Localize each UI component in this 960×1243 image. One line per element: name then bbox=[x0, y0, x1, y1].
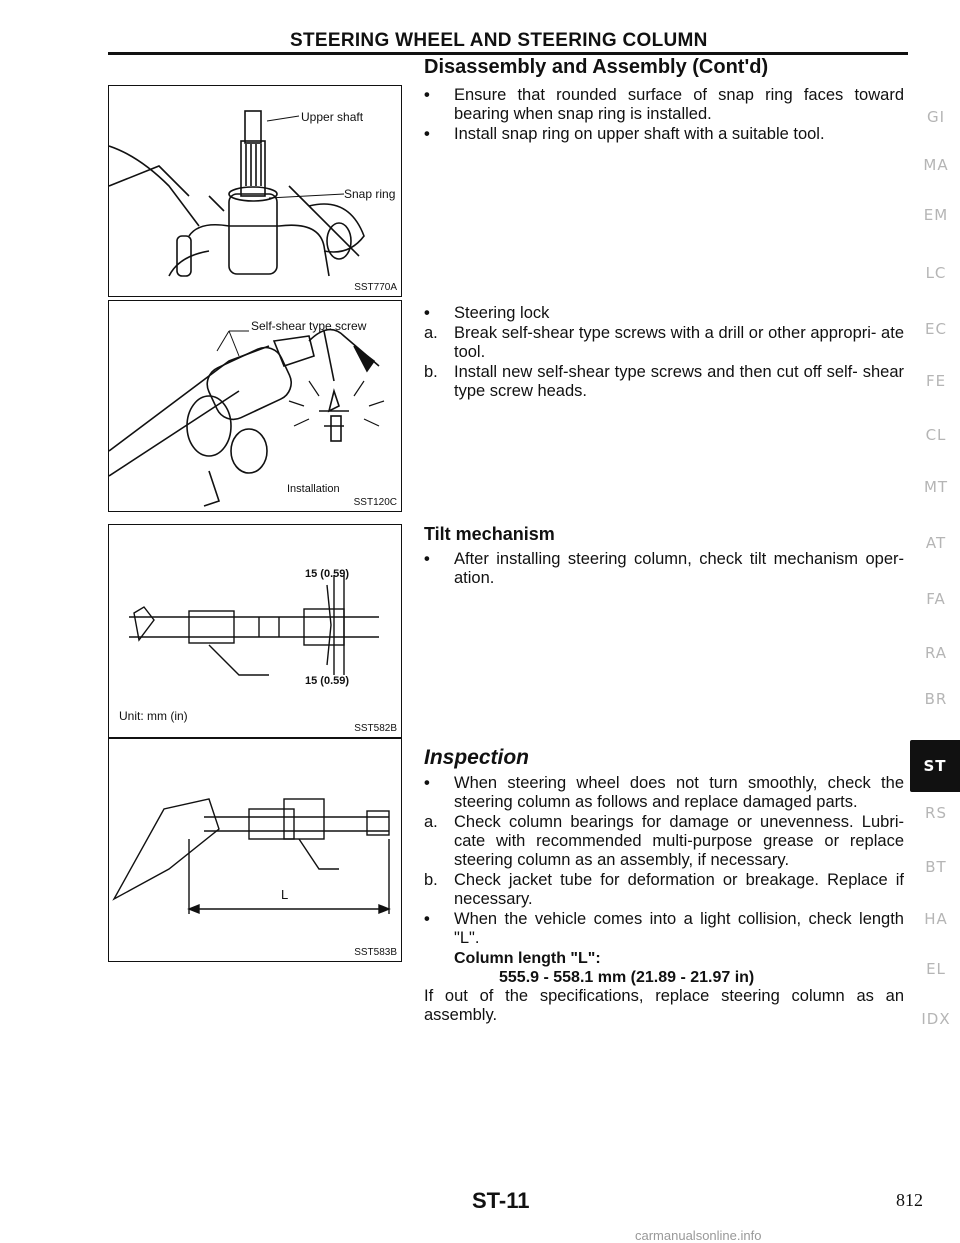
spec-label: Column length "L": bbox=[454, 950, 601, 967]
list-item: • Ensure that rounded surface of snap ring faces toward bearing when snap ring is installed. bbox=[424, 86, 904, 123]
list-item: a. Check column bearings for damage or unevenness. Lubri- cate with recommended multi-purpose grease or replace steering column as an assembly, if necessary. bbox=[424, 813, 904, 869]
list-item: b. Install new self-shear type screws and then cut off self- shear type screw heads. bbox=[424, 363, 904, 400]
tab-el[interactable]: EL bbox=[926, 960, 946, 978]
bullet-icon: • bbox=[424, 125, 430, 143]
closing-text: If out of the specifications, replace steering column as an assembly. bbox=[424, 987, 904, 1024]
tab-ha[interactable]: HA bbox=[924, 910, 948, 928]
list-item: • Steering lock bbox=[424, 304, 550, 322]
figure-code: SST120C bbox=[353, 497, 397, 508]
bullet-icon: • bbox=[424, 774, 430, 792]
header-rule bbox=[108, 52, 908, 55]
bullet-icon: • bbox=[424, 304, 430, 322]
tab-rs[interactable]: RS bbox=[925, 804, 947, 822]
section1-bullets bbox=[424, 86, 904, 145]
list-item: • Install snap ring on upper shaft with a suitable tool. bbox=[424, 125, 825, 143]
label-dim-bottom: 15 (0.59) bbox=[305, 675, 350, 687]
list-item: a. Break self-shear type screws with a drill or other appropri- ate tool. bbox=[424, 324, 904, 361]
label-installation: Installation bbox=[287, 483, 340, 495]
page-code: ST-11 bbox=[472, 1188, 530, 1213]
tab-ra[interactable]: RA bbox=[924, 644, 948, 662]
section-title-inspection: Inspection bbox=[424, 746, 530, 769]
tab-st-active[interactable]: ST bbox=[910, 740, 960, 792]
label-unit: Unit: mm (in) bbox=[119, 709, 188, 723]
list-item: • When steering wheel does not turn smoothly, check the steering column as follows and replace damaged parts. bbox=[424, 774, 904, 811]
figure-snap-ring bbox=[108, 85, 402, 297]
steering-lock-block bbox=[424, 304, 904, 402]
bullet-icon: • bbox=[424, 550, 430, 568]
inspection-block bbox=[424, 774, 904, 1025]
tab-idx[interactable]: IDX bbox=[921, 1010, 951, 1028]
column-length-illustration bbox=[109, 739, 401, 961]
tab-at[interactable]: AT bbox=[925, 534, 947, 552]
tab-mt[interactable]: MT bbox=[923, 478, 949, 496]
tab-gi[interactable]: GI bbox=[926, 108, 946, 126]
figure-code: SST582B bbox=[354, 723, 397, 734]
label-snap-ring: Snap ring bbox=[344, 187, 396, 201]
label-dim-top: 15 (0.59) bbox=[305, 568, 350, 580]
tab-fe[interactable]: FE bbox=[925, 372, 947, 390]
tab-lc[interactable]: LC bbox=[925, 264, 947, 282]
tab-ec[interactable]: EC bbox=[925, 320, 947, 338]
figure-tilt-dimensions bbox=[108, 524, 402, 738]
list-item: • After installing steering column, check tilt mechanism oper- ation. bbox=[424, 550, 904, 587]
spec-value: 555.9 - 558.1 mm (21.89 - 21.97 in) bbox=[499, 969, 755, 986]
tab-bt[interactable]: BT bbox=[925, 858, 947, 876]
list-item: b. Check jacket tube for deformation or breakage. Replace if necessary. bbox=[424, 871, 904, 908]
tab-cl[interactable]: CL bbox=[925, 426, 947, 444]
figure-code: SST770A bbox=[354, 282, 397, 293]
tab-em[interactable]: EM bbox=[923, 206, 949, 224]
section-title-disassembly: Disassembly and Assembly (Cont'd) bbox=[424, 56, 769, 78]
bullet-icon: • bbox=[424, 910, 430, 928]
label-dim-L: L bbox=[281, 887, 289, 902]
tab-ma[interactable]: MA bbox=[923, 156, 949, 174]
figure-self-shear-screw bbox=[108, 300, 402, 512]
tab-fa[interactable]: FA bbox=[926, 590, 946, 608]
list-item: • When the vehicle comes into a light collision, check length "L". bbox=[424, 910, 904, 947]
label-upper-shaft: Upper shaft bbox=[301, 110, 364, 124]
figure-column-length bbox=[108, 738, 402, 962]
tilt-column-illustration bbox=[109, 525, 401, 737]
bullet-icon: • bbox=[424, 86, 430, 104]
page-number: 812 bbox=[896, 1190, 923, 1210]
section-title-tilt: Tilt mechanism bbox=[424, 524, 555, 544]
watermark-text: carmanualsonline.info bbox=[635, 1228, 762, 1243]
label-self-shear-screw: Self-shear type screw bbox=[251, 319, 367, 333]
tilt-block bbox=[424, 550, 904, 589]
tab-br[interactable]: BR bbox=[924, 690, 948, 708]
figure-code: SST583B bbox=[354, 947, 397, 958]
page-header-title: STEERING WHEEL AND STEERING COLUMN bbox=[290, 30, 708, 51]
